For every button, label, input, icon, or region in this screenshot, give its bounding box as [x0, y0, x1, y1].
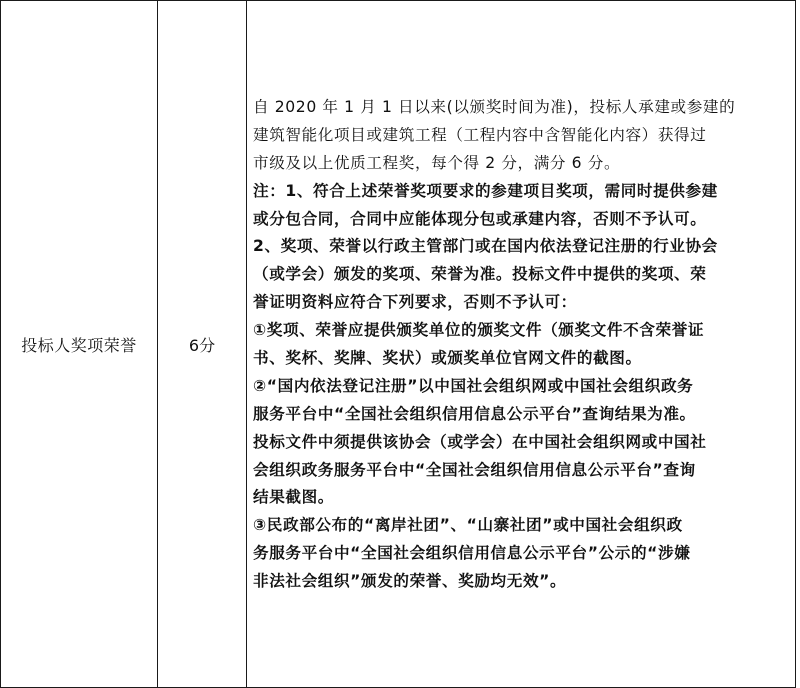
- criteria-line: 非法社会组织”颁发的荣誉、奖励均无效”。: [253, 572, 567, 591]
- criteria-line: 建筑智能化项目或建筑工程（工程内容中含智能化内容）获得过: [253, 125, 707, 144]
- score-cell: [158, 1, 247, 688]
- criteria-line: 自 2020 年 1 月 1 日以来(以颁奖时间为准)，投标人承建或参建的: [253, 97, 736, 116]
- item-name-cell: [1, 1, 158, 688]
- item-score: 6分: [188, 335, 216, 355]
- item-name: 投标人奖项荣誉: [21, 335, 137, 355]
- criteria-line: 市级及以上优质工程奖，每个得 2 分，满分 6 分。: [253, 153, 621, 172]
- table-row: [1, 1, 796, 688]
- criteria-line: 会组织政务服务平台中“全国社会组织信用信息公示平台”查询: [253, 460, 696, 479]
- criteria-description-cell: [247, 1, 796, 688]
- criteria-line: 注：1、符合上述荣誉奖项要求的参建项目奖项，需同时提供参建: [253, 181, 718, 200]
- criteria-line: 书、奖杯、奖牌、奖状）或颁奖单位官网文件的截图。: [253, 349, 642, 367]
- criteria-line: ①奖项、荣誉应提供颁奖单位的颁奖文件（颁奖文件不含荣誉证: [253, 321, 705, 340]
- criteria-line: 誉证明资料应符合下列要求，否则不予认可：: [253, 293, 577, 312]
- criteria-line: 服务平台中“全国社会组织信用信息公示平台”查询结果为准。: [253, 404, 696, 423]
- criteria-line: 2、奖项、荣誉以行政主管部门或在国内依法登记注册的行业协会: [253, 237, 718, 256]
- criteria-line: 投标文件中须提供该协会（或学会）在中国社会组织网或中国社: [253, 432, 707, 451]
- criteria-line: ③民政部公布的“离岸社团”、“山寨社团”或中国社会组织政: [253, 516, 683, 535]
- criteria-line: 或分包合同，合同中应能体现分包或承建内容，否则不予认可。: [253, 209, 707, 228]
- criteria-line: 结果截图。: [253, 488, 334, 507]
- criteria-line: ②“国内依法登记注册”以中国社会组织网或中国社会组织政务: [253, 376, 694, 395]
- criteria-line: 务服务平台中“全国社会组织信用信息公示平台”公示的“涉嫌: [253, 544, 691, 563]
- criteria-line: （或学会）颁发的奖项、荣誉为准。投标文件中提供的奖项、荣: [253, 265, 707, 284]
